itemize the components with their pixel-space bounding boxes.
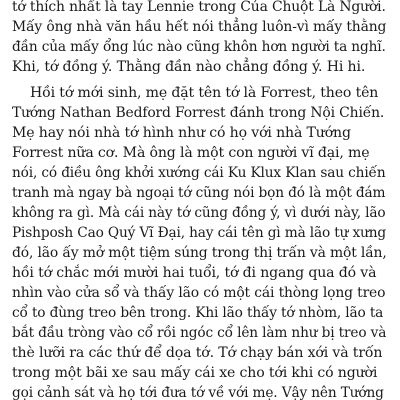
text-line: đần của mấy ổng lúc nào cũng khôn hơn người ta nghĩ. [12,39,386,55]
text-line: Mấy ông nhà văn hầu hết nói thẳng luôn-vì mấy thằng [12,19,387,35]
text-line: nhìn vào cửa sổ và thấy lão có một cái thòng lọng treo [12,285,386,301]
text-line: Hồi tớ mới sinh, mẹ đặt tên tớ là Forrest, theo tên [30,85,379,101]
text-line: cổ to đùng treo bên trong. Khi lão thấy tớ nhòm, lão ta [12,305,384,321]
text-line: không ra gì. Mà cái này tớ cũng đồng ý, vì dưới này, lão [12,205,386,221]
paragraph-2 [12,83,388,400]
text-line: Tướng Nathan Bedford Forrest đánh trong Nội Chiến. [12,105,385,121]
paragraph-1 [12,0,388,77]
text-line: tranh mà ngay bà ngoại tớ cũng nói bọn đó là một đám [12,185,386,201]
text-line: Pishposh Cao Quý Vĩ Đại, hay cái tên gì mà lão tự xưng [12,225,387,241]
text-body [12,0,388,400]
text-line: gọi cảnh sát và họ tới đưa tớ về với mẹ. Vậy nên Tướng [12,385,384,400]
text-line: bắt đầu tròng vào cổ rồi ngóc cổ lên làm như bị treo và [12,325,387,341]
text-line: Forrest nữa cơ. Mà ông là một con người vĩ đại, mẹ [12,145,370,161]
text-line: tớ thích nhất là tay Lennie trong Của Chuột Là Người. [12,0,386,15]
text-line: thè lưỡi ra các thứ để dọa tớ. Tớ chạy bán xới và trốn [12,345,383,361]
text-line: đó, lão ấy mở một tiệm súng trong thị trấn và một lần, [12,245,387,261]
text-line: nói, có điều ông khởi xướng cái Ku Klux Klan sau chiến [12,165,386,181]
text-line: trong một bãi xe sau mấy cái xe cho tới khi có người [12,365,378,381]
text-line: Mẹ hay nói nhà tớ hình như có họ với nhà Tướng [12,125,351,141]
text-line: Khi, tớ đồng ý. Thằng đần nào chẳng đồng ý. Hi hi. [12,59,366,75]
text-line: hồi tớ chắc mới mười hai tuổi, tớ đi ngang qua đó và [12,265,377,281]
